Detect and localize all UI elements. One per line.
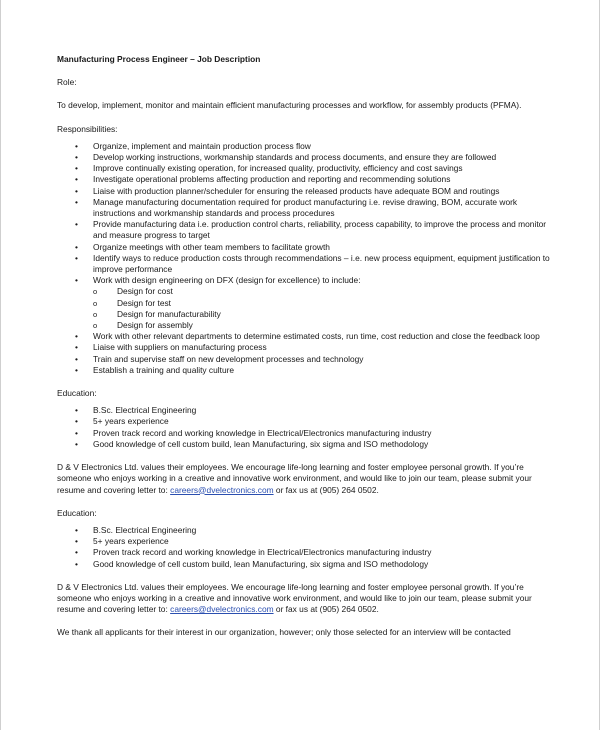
list-item: • Organize meetings with other team members to facilitate growth [57,242,557,253]
list-item: • Work with other relevant departments to determine estimated costs, run time, cost reduction and close the feedback loop [57,331,557,342]
list-item: • Organize, implement and maintain production process flow [57,141,557,152]
dfx-intro: Work with design engineering on DFX (design for excellence) to include: [93,275,361,286]
list-item: • Proven track record and working knowledge in Electrical/Electronics manufacturing industry [57,428,557,439]
education-list [57,405,557,450]
list-item-dfx [57,275,557,331]
list-item: • Liaise with suppliers on manufacturing process [57,342,557,353]
document-title: Manufacturing Process Engineer – Job Description [57,54,261,64]
document-body [57,54,557,651]
list-item: • 5+ years experience [57,536,557,547]
list-item: • Train and supervise staff on new development processes and technology [57,354,557,365]
responsibilities-list [57,141,557,376]
list-item: • Develop working instructions, workmanship standards and process documents, and ensure they are followed [57,152,557,163]
list-item: • 5+ years experience [57,416,557,427]
sub-list-item: o Design for manufacturability [93,309,557,320]
list-item: • Proven track record and working knowledge in Electrical/Electronics manufacturing industry [57,547,557,558]
education-label: Education: [57,507,97,518]
thanks-text: We thank all applicants for their interest in our organization, however; only those selected for an interview will be contacted [57,627,511,638]
careers-email-link[interactable]: careers@dvelectronics.com [170,604,274,615]
sub-list-item: o Design for test [93,298,557,309]
sub-list-item: o Design for assembly [93,320,557,331]
closing-paragraph [57,582,557,616]
list-item: • Establish a training and quality culture [57,365,557,376]
closing-fax-text: or fax us at (905) 264 0502. [273,484,379,495]
list-item: • Good knowledge of cell custom build, lean Manufacturing, six sigma and ISO methodology [57,559,557,570]
closing-fax-text: or fax us at (905) 264 0502. [273,604,379,615]
closing-text: D & V Electronics Ltd. values their employees. We encourage life-long learning and foster employee personal growth. If you’re someone who enjoys working in a creative and innovative work environment, and would like to join our team, please submit your resume and covering letter to: [57,581,532,615]
education-list [57,525,557,570]
careers-email-link[interactable]: careers@dvelectronics.com [170,484,274,495]
closing-paragraph [57,462,557,496]
list-item: • B.Sc. Electrical Engineering [57,525,557,536]
list-item: • Provide manufacturing data i.e. production control charts, reliability, process capability, to improve the process and monitor and measure progress to target [57,219,557,241]
education-label: Education: [57,388,97,399]
list-item: • Liaise with production planner/scheduler for ensuring the released products have adequate BOM and routings [57,186,557,197]
closing-text: D & V Electronics Ltd. values their employees. We encourage life-long learning and foster employee personal growth. If you’re someone who enjoys working in a creative and innovative work environment, and would like to join our team, please submit your resume and covering letter to: [57,462,532,495]
dfx-sublist [93,286,557,331]
list-item: • Improve continually existing operation, for increased quality, productivity, efficiency and cost savings [57,163,557,174]
list-item: • Identify ways to reduce production costs through recommendations – i.e. new process equipment, equipment justification to improve performance [57,253,557,275]
sub-list-item: o Design for cost [93,286,557,297]
list-item: • Good knowledge of cell custom build, lean Manufacturing, six sigma and ISO methodology [57,439,557,450]
list-item: • Investigate operational problems affecting production and reporting and recommending solutions [57,174,557,185]
list-item: • B.Sc. Electrical Engineering [57,405,557,416]
role-text: To develop, implement, monitor and maintain efficient manufacturing processes and workflow, for assembly products (PFMA). [57,100,522,111]
role-label: Role: [57,77,77,88]
responsibilities-label: Responsibilities: [57,123,118,134]
list-item: • Manage manufacturing documentation required for product manufacturing i.e. revise drawing, BOM, accurate work instructions and workmanship standards and process procedures [57,197,557,219]
